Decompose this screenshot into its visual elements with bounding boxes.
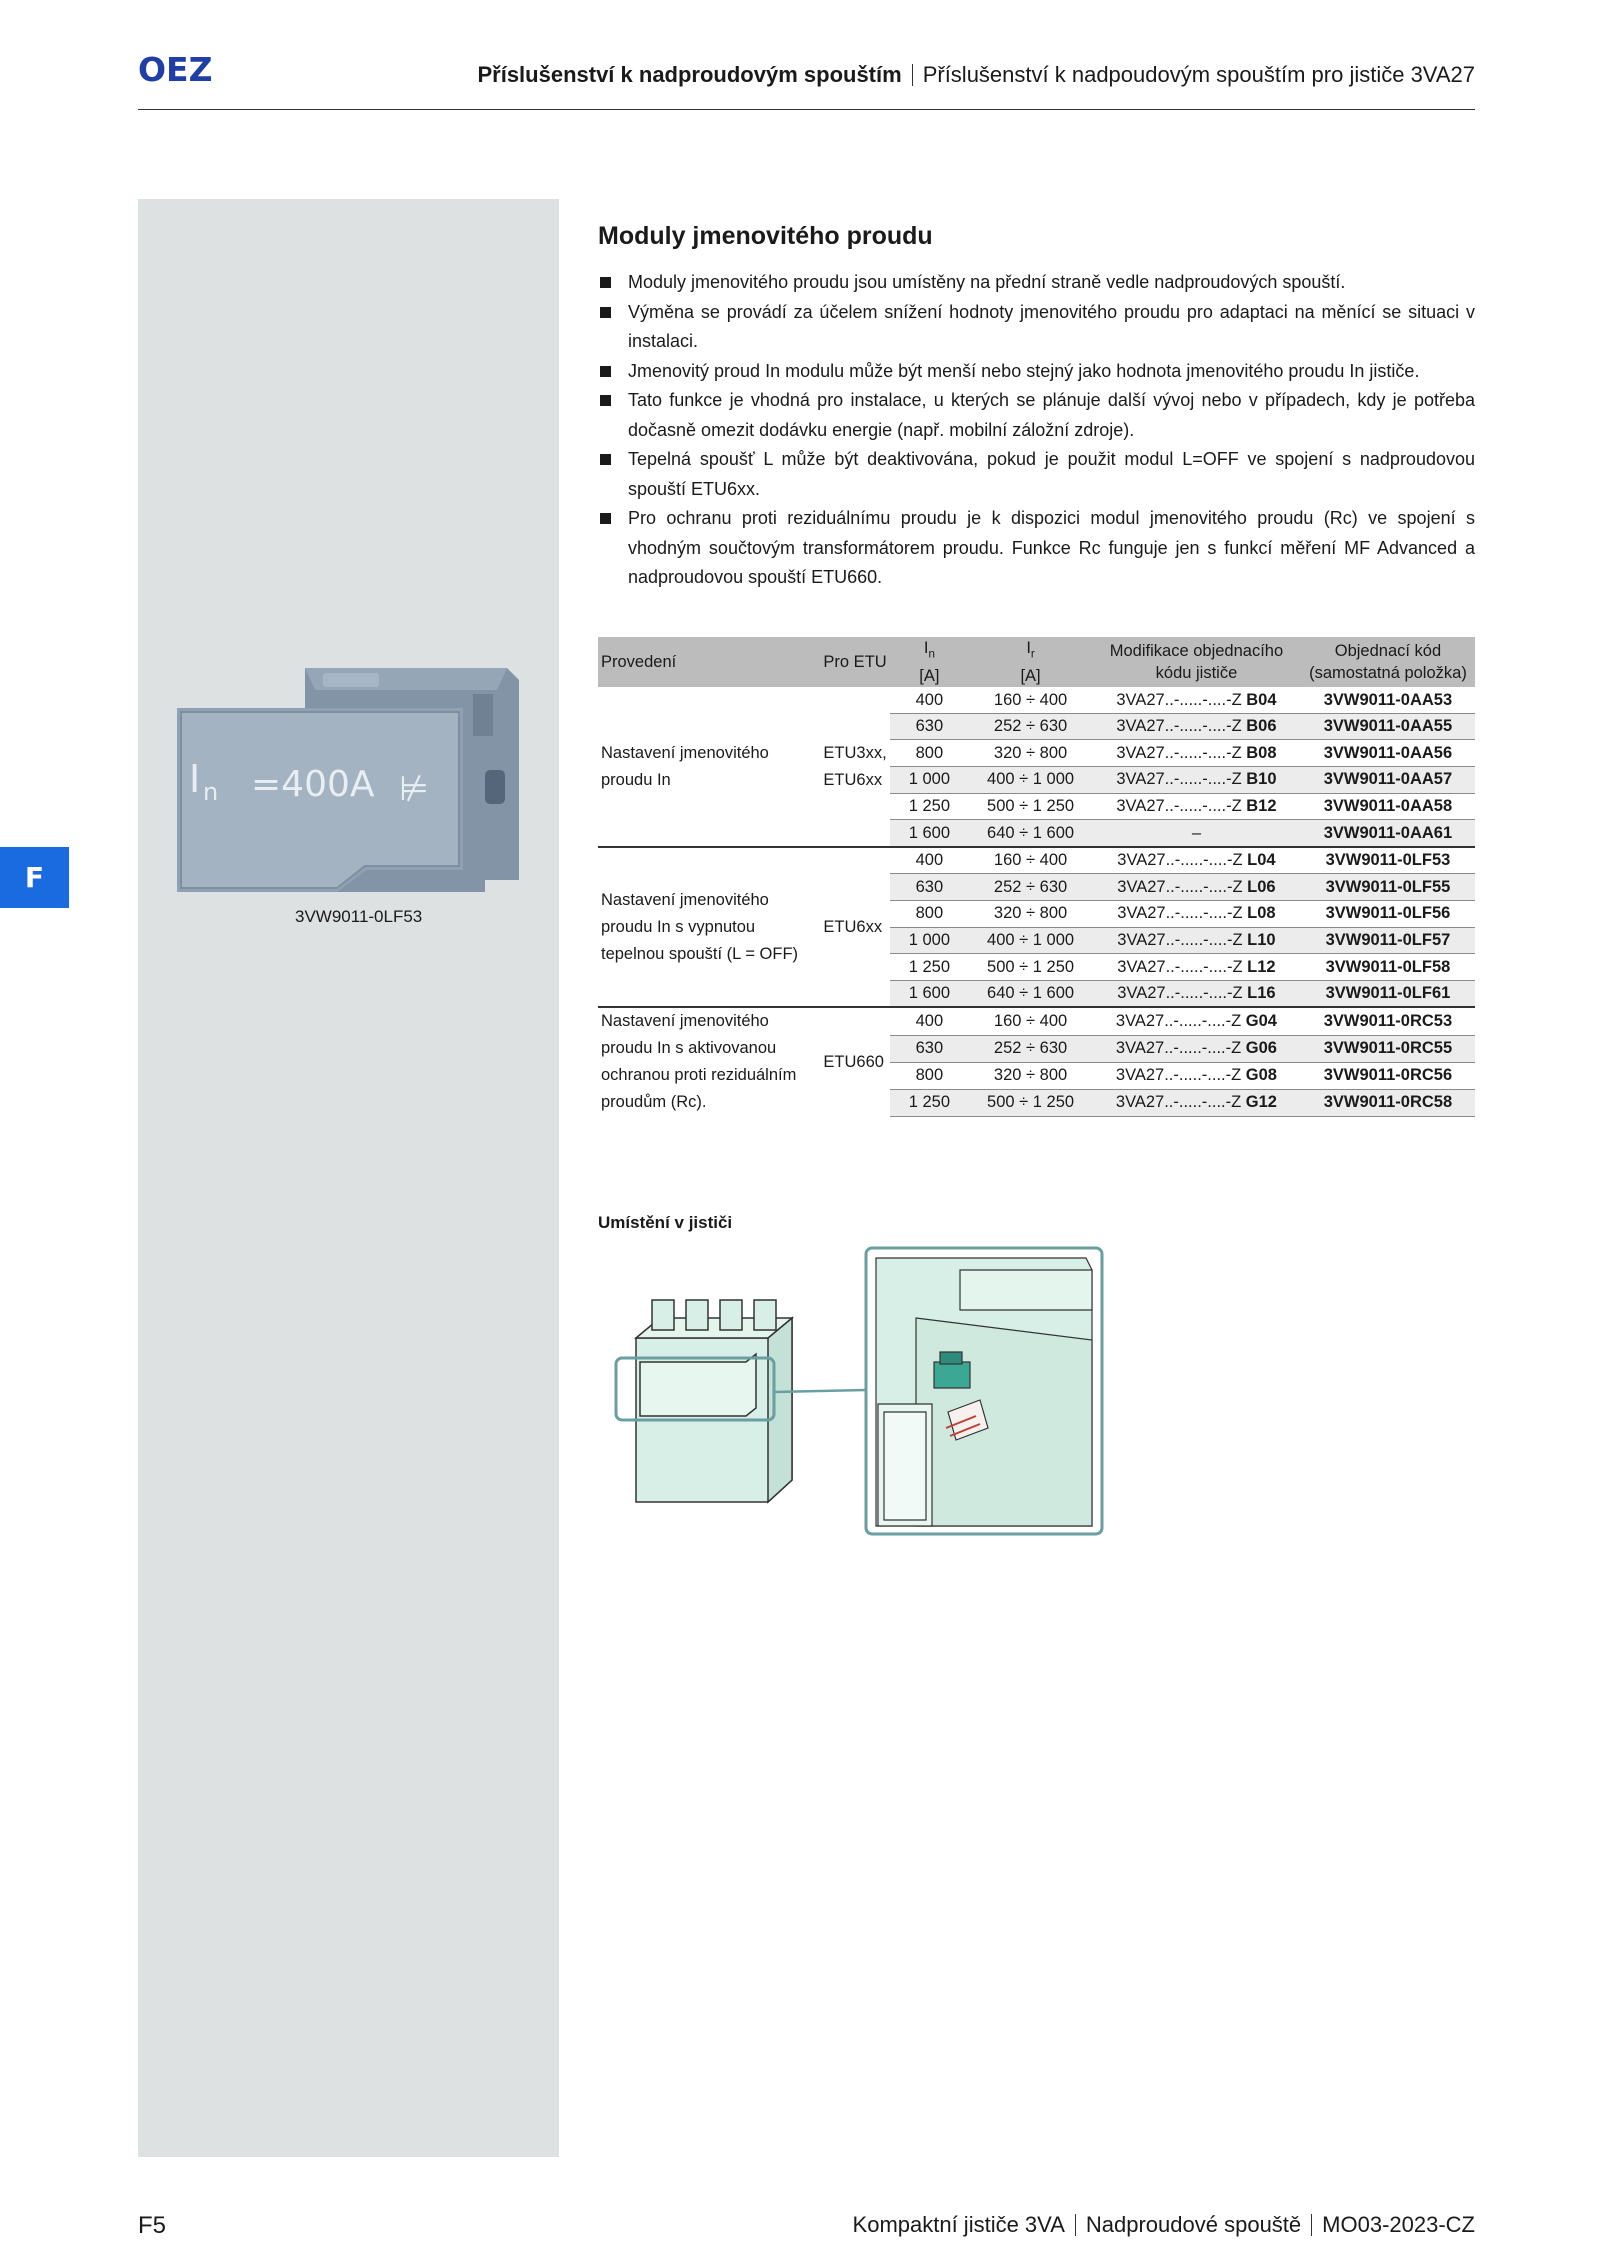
ir-cell: 400 ÷ 1 000 — [969, 767, 1092, 794]
modification-prefix: 3VA27..-.....-....-Z — [1115, 1039, 1246, 1058]
header-section: Příslušenství k nadproudovým spouštím — [477, 62, 902, 87]
footer-part2: Nadproudové spouště — [1085, 2212, 1302, 2237]
etu-cell: ETU3xx, ETU6xx — [820, 687, 889, 847]
header-subsection: Příslušenství k nadpoudovým spouštím pro jističe 3VA27 — [922, 62, 1475, 87]
modification-cell — [1092, 687, 1301, 713]
order-code-cell: 3VW9011-0AA55 — [1301, 713, 1475, 740]
ir-cell: 160 ÷ 400 — [969, 687, 1092, 713]
modification-suffix: L16 — [1247, 984, 1276, 1003]
modification-cell — [1092, 1035, 1301, 1062]
order-code-cell: 3VW9011-0RC58 — [1301, 1089, 1475, 1116]
table-row — [598, 847, 1475, 874]
modification-suffix: G06 — [1245, 1039, 1277, 1058]
in-cell: 1 250 — [890, 1089, 969, 1116]
in-cell: 400 — [890, 687, 969, 713]
table-header-row — [598, 637, 1475, 687]
etu-cell: ETU660 — [823, 1052, 884, 1071]
ir-cell: 500 ÷ 1 250 — [969, 954, 1092, 981]
modification-prefix: 3VA27..-.....-....-Z — [1117, 877, 1248, 896]
ir-cell: 500 ÷ 1 250 — [969, 1089, 1092, 1116]
rated-current-module-image — [167, 660, 527, 900]
ir-cell: 320 ÷ 800 — [969, 1062, 1092, 1089]
order-code-cell: 3VW9011-0LF55 — [1301, 874, 1475, 901]
list-item: Moduly jmenovitého proudu jsou umístěny na přední straně vedle nadproudových spouští. — [598, 268, 1475, 298]
page-footer — [853, 2212, 1475, 2238]
side-panel — [138, 199, 559, 2157]
modification-prefix: 3VA27..-.....-....-Z — [1116, 717, 1247, 736]
detail-drawing — [876, 1258, 1092, 1526]
page-number: F5 — [138, 2212, 167, 2239]
order-code-cell: 3VW9011-0LF58 — [1301, 954, 1475, 981]
in-cell: 800 — [890, 1062, 969, 1089]
col-in: $I_n$ [A] — [890, 637, 969, 687]
modification-cell — [1092, 1062, 1301, 1089]
modification-cell — [1092, 1007, 1301, 1035]
col-objednaci-kod: Objednací kód (samostatná položka) — [1301, 637, 1475, 687]
col-provedeni: Provedení — [598, 637, 820, 687]
list-item: Tato funkce je vhodná pro instalace, u kterých se plánuje další vývoj nebo v případech, kdy je potřeba dočasně omezit dodávku energie (např. mobilní záložní zdroje). — [598, 386, 1475, 445]
in-cell: 630 — [890, 874, 969, 901]
feature-list — [598, 268, 1475, 593]
module-label-n: n — [203, 778, 219, 806]
order-code-cell: 3VW9011-0LF57 — [1301, 927, 1475, 954]
modification-prefix: 3VA27..-.....-....-Z — [1117, 957, 1248, 976]
modification-cell — [1092, 713, 1301, 740]
order-code-cell: 3VW9011-0LF56 — [1301, 901, 1475, 928]
footer-part3: MO03-2023-CZ — [1322, 2212, 1475, 2237]
in-cell: 1 250 — [890, 954, 969, 981]
col-pro-etu: Pro ETU — [820, 637, 889, 687]
ir-cell: 500 ÷ 1 250 — [969, 793, 1092, 820]
modification-suffix: B06 — [1246, 717, 1277, 736]
order-code-cell: 3VW9011-0AA56 — [1301, 740, 1475, 767]
chapter-tab: F — [0, 847, 69, 908]
in-cell: 800 — [890, 901, 969, 928]
module-label-value: =400A — [251, 764, 375, 805]
modification-suffix: B08 — [1246, 743, 1277, 762]
table-body — [598, 687, 1475, 1116]
modification-cell — [1092, 1089, 1301, 1116]
rated-current-module-table — [598, 637, 1475, 1117]
modification-cell — [1092, 767, 1301, 794]
modification-cell — [1092, 927, 1301, 954]
breaker-location-figure — [596, 1240, 1116, 1540]
modification-suffix: L04 — [1247, 851, 1276, 870]
modification-cell — [1092, 793, 1301, 820]
order-code-cell: 3VW9011-0LF53 — [1301, 847, 1475, 874]
modification-prefix: 3VA27..-.....-....-Z — [1116, 770, 1247, 789]
ir-cell: 320 ÷ 800 — [969, 901, 1092, 928]
ir-cell: 640 ÷ 1 600 — [969, 820, 1092, 847]
modification-suffix: B04 — [1246, 690, 1277, 709]
modification-prefix: 3VA27..-.....-....-Z — [1117, 984, 1248, 1003]
in-cell: 1 000 — [890, 927, 969, 954]
header-rule — [138, 109, 1475, 110]
figure-title: Umístění v jističi — [598, 1213, 733, 1232]
in-cell: 400 — [890, 1007, 969, 1035]
modification-suffix: L12 — [1247, 957, 1276, 976]
page-header — [477, 62, 1475, 88]
order-code-cell: 3VW9011-0AA53 — [1301, 687, 1475, 713]
modification-suffix: B10 — [1246, 770, 1277, 789]
ir-cell: 252 ÷ 630 — [969, 1035, 1092, 1062]
modification-suffix: B12 — [1246, 796, 1277, 815]
modification-suffix: G04 — [1245, 1011, 1277, 1030]
modification-prefix: 3VA27..-.....-....-Z — [1115, 1066, 1246, 1085]
order-code-cell: 3VW9011-0AA57 — [1301, 767, 1475, 794]
modification-prefix: 3VA27..-.....-....-Z — [1116, 796, 1247, 815]
ir-cell: 640 ÷ 1 600 — [969, 980, 1092, 1007]
ir-cell: 252 ÷ 630 — [969, 713, 1092, 740]
modification-prefix: 3VA27..-.....-....-Z — [1117, 930, 1248, 949]
modification-suffix: G12 — [1245, 1093, 1277, 1112]
variant-description: Nastavení jmenovitého proudu In — [598, 687, 820, 847]
modification-prefix: 3VA27..-.....-....-Z — [1115, 1011, 1246, 1030]
modification-cell — [1092, 980, 1301, 1007]
col-modifikace: Modifikace objednacího kódu jističe — [1092, 637, 1301, 687]
in-cell: 1 250 — [890, 793, 969, 820]
list-item: Výměna se provádí za účelem snížení hodnoty jmenovitého proudu pro adaptaci na měnící se situaci v instalaci. — [598, 298, 1475, 357]
col-ir: $I_r$ [A] — [969, 637, 1092, 687]
list-item: Pro ochranu proti reziduálnímu proudu je k dispozici modul jmenovitého proudu (Rc) ve spojení s vhodným součtovým transformátorem proudu. Funkce Rc funguje jen s funkcí měření MF Advanced a nadproudovou spouští ETU660. — [598, 504, 1475, 593]
module-label-i: I — [189, 757, 201, 801]
oez-logo: OEZ — [138, 50, 213, 89]
list-item: Tepelná spoušť L může být deaktivována, pokud je použit modul L=OFF ve spojení s nadproudovou spouští ETU6xx. — [598, 445, 1475, 504]
breaker-drawing — [636, 1300, 792, 1502]
ir-cell: 320 ÷ 800 — [969, 740, 1092, 767]
ir-cell: 252 ÷ 630 — [969, 874, 1092, 901]
modification-cell — [1092, 954, 1301, 981]
modification-prefix: 3VA27..-.....-....-Z — [1117, 904, 1248, 923]
list-item: Jmenovitý proud In modulu může být menší nebo stejný jako hodnota jmenovitého proudu In jističe. — [598, 357, 1475, 387]
modification-prefix: 3VA27..-.....-....-Z — [1117, 851, 1248, 870]
in-cell: 630 — [890, 713, 969, 740]
in-cell: 630 — [890, 1035, 969, 1062]
order-code-cell: 3VW9011-0RC55 — [1301, 1035, 1475, 1062]
header-divider — [912, 64, 913, 86]
in-cell: 1 600 — [890, 980, 969, 1007]
modification-suffix: L08 — [1247, 904, 1276, 923]
modification-cell — [1092, 820, 1301, 847]
modification-prefix: 3VA27..-.....-....-Z — [1116, 743, 1247, 762]
modification-prefix: 3VA27..-.....-....-Z — [1115, 1093, 1246, 1112]
ir-cell: 160 ÷ 400 — [969, 1007, 1092, 1035]
order-code-cell: 3VW9011-0RC53 — [1301, 1007, 1475, 1035]
modification-prefix: 3VA27..-.....-....-Z — [1116, 690, 1247, 709]
modification-cell — [1092, 874, 1301, 901]
modification-cell — [1092, 740, 1301, 767]
modification-prefix: – — [1191, 823, 1202, 842]
in-cell: 1 000 — [890, 767, 969, 794]
variant-description: Nastavení jmenovitého proudu In s vypnutou tepelnou spouští (L = OFF) — [598, 847, 820, 1008]
table-row — [598, 687, 1475, 713]
module-label-symbol: ⊭ — [399, 769, 429, 809]
modification-cell — [1092, 847, 1301, 874]
ir-cell: 160 ÷ 400 — [969, 847, 1092, 874]
variant-description: Nastavení jmenovitého proudu In s aktivovanou ochranou proti reziduálním proudům (Rc). — [601, 1012, 797, 1112]
order-code-cell: 3VW9011-0AA58 — [1301, 793, 1475, 820]
in-cell: 800 — [890, 740, 969, 767]
in-cell: 1 600 — [890, 820, 969, 847]
table-row — [598, 1007, 1475, 1035]
section-heading: Moduly jmenovitého proudu — [598, 222, 933, 250]
modification-suffix: L10 — [1247, 930, 1276, 949]
order-code-cell: 3VW9011-0RC56 — [1301, 1062, 1475, 1089]
ir-cell: 400 ÷ 1 000 — [969, 927, 1092, 954]
modification-cell — [1092, 901, 1301, 928]
modification-suffix: G08 — [1245, 1066, 1277, 1085]
order-code-cell: 3VW9011-0LF61 — [1301, 980, 1475, 1007]
footer-part1: Kompaktní jističe 3VA — [852, 2212, 1065, 2237]
in-cell: 400 — [890, 847, 969, 874]
order-code-cell: 3VW9011-0AA61 — [1301, 820, 1475, 847]
modification-suffix: L06 — [1247, 877, 1276, 896]
product-caption: 3VW9011-0LF53 — [295, 907, 423, 926]
etu-cell: ETU6xx — [820, 847, 889, 1008]
